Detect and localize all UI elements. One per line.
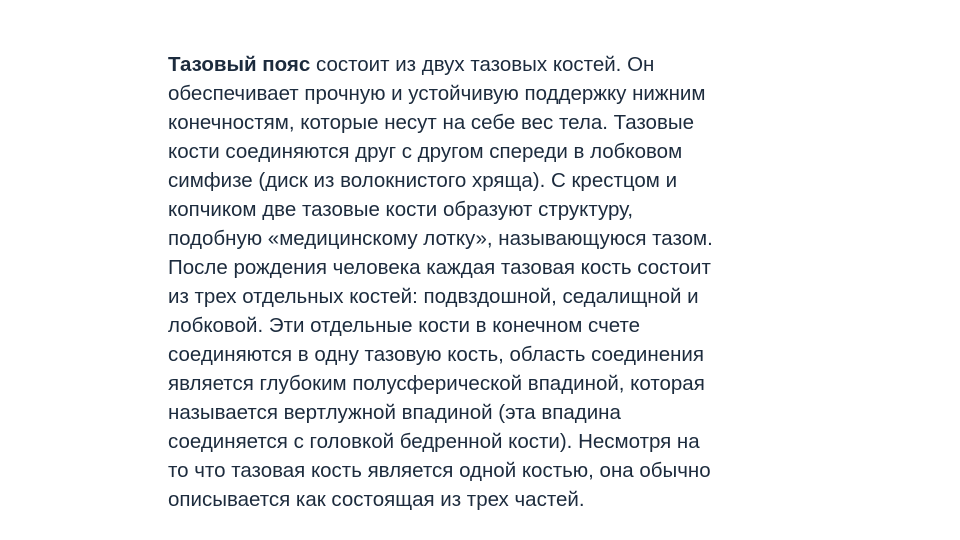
paragraph-line: соединяется с головкой бедренной кости). Несмотря на [168, 430, 700, 453]
paragraph-line: из трех отдельных костей: подвздошной, седалищной и [168, 285, 699, 308]
paragraph-line: конечностям, которые несут на себе вес тела. Тазовые [168, 111, 694, 134]
paragraph-line: кости соединяются друг с другом спереди в лобковом [168, 140, 683, 163]
paragraph-line: называется вертлужной впадиной (эта впадина [168, 401, 621, 424]
paragraph-line: подобную «медицинскому лотку», называющуюся тазом. [168, 227, 713, 250]
paragraph-line: описывается как состоящая из трех частей. [168, 488, 585, 511]
paragraph-line: копчиком две тазовые кости образуют структуру, [168, 198, 634, 221]
paragraph-line: является глубоким полусферической впадиной, которая [168, 372, 705, 395]
paragraph-line: то что тазовая кость является одной костью, она обычно [168, 459, 711, 482]
paragraph-line [168, 50, 828, 79]
paragraph-line: лобковой. Эти отдельные кости в конечном счете [168, 314, 641, 337]
paragraph-line: обеспечивает прочную и устойчивую поддержку нижним [168, 82, 706, 105]
heading-term: Тазовый пояс [168, 53, 311, 76]
paragraph-line: соединяются в одну тазовую кость, область соединения [168, 343, 704, 366]
paragraph-line-text: состоит из двух тазовых костей. Он [310, 53, 655, 76]
paragraph [168, 50, 828, 514]
paragraph-line: После рождения человека каждая тазовая кость состоит [168, 256, 711, 279]
paragraph-line: симфизе (диск из волокнистого хряща). С крестцом и [168, 169, 678, 192]
